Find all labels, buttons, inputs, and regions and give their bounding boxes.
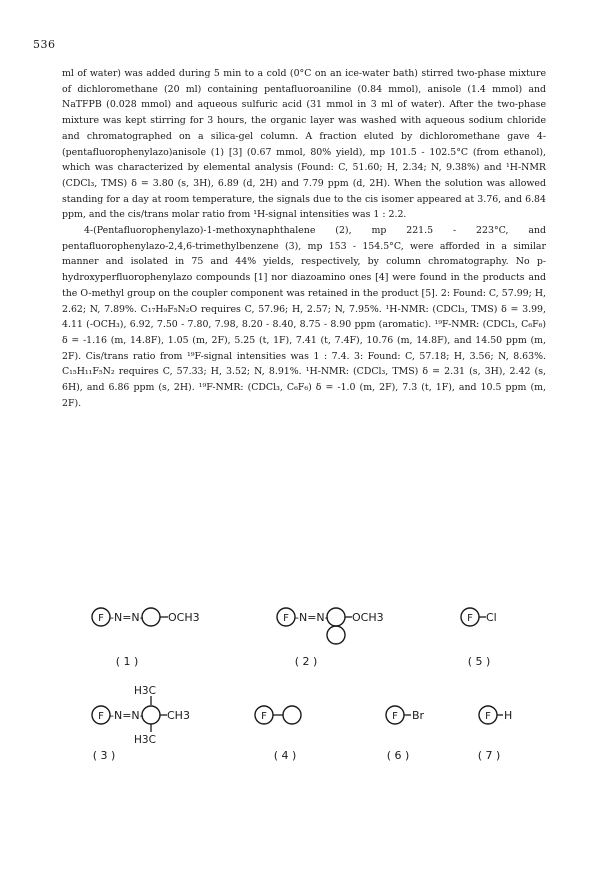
pentafluorophenyl-ring: [386, 706, 404, 724]
compound-3-structure: [92, 685, 190, 746]
ring-label: F: [467, 613, 473, 624]
ring-label: F: [261, 711, 267, 722]
chloro-substituent: Cl: [486, 611, 497, 624]
benzene-ring: [142, 608, 160, 626]
ring-label: F: [485, 711, 491, 722]
pentafluorophenyl-ring: [277, 608, 295, 626]
compound-label-4: ( 4 ): [273, 749, 297, 762]
naphthalene-ring-lower: [327, 626, 345, 644]
ring-label: F: [392, 711, 398, 722]
methyl-group-bottom: H3C: [134, 734, 156, 746]
bromo-substituent: Br: [412, 709, 425, 722]
compound-label-2: ( 2 ): [294, 655, 318, 668]
compound-label-1: ( 1 ): [115, 655, 139, 668]
pentafluorophenyl-ring: [461, 608, 479, 626]
compound-label-6: ( 6 ): [386, 749, 410, 762]
compound-2-structure: [277, 608, 384, 644]
body-text: [62, 66, 546, 411]
pentafluorophenyl-ring: [255, 706, 273, 724]
pentafluorophenyl-ring: [92, 706, 110, 724]
hydrogen-substituent: H: [504, 709, 513, 722]
paragraph-experimental-1: ml of water) was added during 5 min to a cold (0°C on an ice-water bath) stirred two-phase mixture of dichloromethane (20 ml) containing pentafluoroaniline (0.84 mmol), anisole (1.4 mmol) and NaTFPB (0.028 mmol) and aqueous sulfuric acid (31 mmol in 3 ml of water). After the two-phase mixture was kept stirring for 3 hours, the organic layer was washed with aqueous sodium chloride and chromatographed on a silica-gel column. A fraction eluted by dichloromethane gave 4-(pentafluorophenylazo)anisole (1) [3] (0.67 mmol, 80% yield), mp 101.5 - 102.5°C (from ethanol), which was characterized by elemental analysis (Found: C, 51.60; H, 2.34; N, 9.38%) and ¹H-NMR (CDCl₃, TMS) δ = 3.80 (s, 3H), 6.89 (d, 2H) and 7.79 ppm (d, 2H). When the solution was allowed standing for a day at room temperature, the signals due to the cis isomer appeared at 3.76, and 6.84 ppm, and the cis/trans molar ratio from ¹H-signal intensities was 1 : 2.2.: [62, 68, 546, 221]
page-number: 536: [33, 38, 56, 51]
ring-label: F: [98, 613, 104, 624]
compound-label-3: ( 3 ): [92, 749, 116, 762]
naphthalene-ring-upper: [327, 608, 345, 626]
paragraph-experimental-2: 4-(Pentafluorophenylazo)-1-methoxynaphthalene (2), mp 221.5 - 223°C, and pentafluorophenylazo-2,4,6-trimethylbenzene (3), mp 153 - 154.5°C, were afforded in a similar manner and isolated in 75 and 44% yields, respectively, by column chromatography. No p-hydroxyperfluorophenylazo compounds [1] nor diazoamino ones [4] were found in the products and the O-methyl group on the coupler component was retained in the product [5]. 2: Found: C, 57.99; H, 2.62; N, 7.89%. C₁₇H₉F₅N₂O requires C, 57.96; H, 2.57; N, 7.95%. ¹H-NMR: (CDCl₃, TMS) δ = 3.99, 4.11 (-OCH₃), 6.92, 7.50 - 7.80, 7.98, 8.20 - 8.40, 8.75 - 8.90 ppm (aromatic). ¹⁹F-NMR: (CDCl₃, C₆F₆) δ = -1.16 (m, 14.8F), 1.05 (m, 2F), 5.25 (t, 1F), 7.41 (t, 7.4F), 10.76 (m, 14.8F), and 14.50 ppm (m, 2F). Cis/trans ratio from ¹⁹F-signal intensities was 1 : 7.4. 3: Found: C, 57.18; H, 3.56; N, 8.63%. C₁₅H₁₁F₅N₂ requires C, 57.33; H, 3.52; N, 8.91%. ¹H-NMR: (CDCl₃, TMS) δ = 2.31 (s, 3H), 2.42 (s, 6H), and 6.86 ppm (s, 2H). ¹⁹F-NMR: (CDCl₃, C₆F₆) δ = -1.0 (m, 2F), 7.3 (t, 1F), and 10.5 ppm (m, 2F).: [62, 225, 546, 409]
compound-label-7: ( 7 ): [477, 749, 501, 762]
compound-6-structure: [386, 706, 425, 724]
pentafluorophenyl-ring: [479, 706, 497, 724]
compound-5-structure: [461, 608, 497, 626]
phenyl-ring: [283, 706, 301, 724]
compound-label-5: ( 5 ): [467, 655, 491, 668]
mesityl-ring: [142, 706, 160, 724]
ring-label: F: [98, 711, 104, 722]
compound-4-structure: [255, 706, 301, 724]
methoxy-group: OCH3: [352, 611, 384, 624]
pentafluorophenyl-ring: [92, 608, 110, 626]
azo-linkage: -N=N-: [110, 709, 144, 722]
chemical-structures-figure: [0, 598, 593, 778]
compound-7-structure: [479, 706, 512, 724]
ring-label: F: [283, 613, 289, 624]
compound-1-structure: [92, 608, 200, 626]
methyl-group-para: CH3: [167, 709, 190, 722]
methoxy-group: OCH3: [168, 611, 200, 624]
methyl-group-top: H3C: [134, 685, 156, 697]
azo-linkage: -N=N-: [295, 611, 329, 624]
azo-linkage: -N=N-: [110, 611, 144, 624]
